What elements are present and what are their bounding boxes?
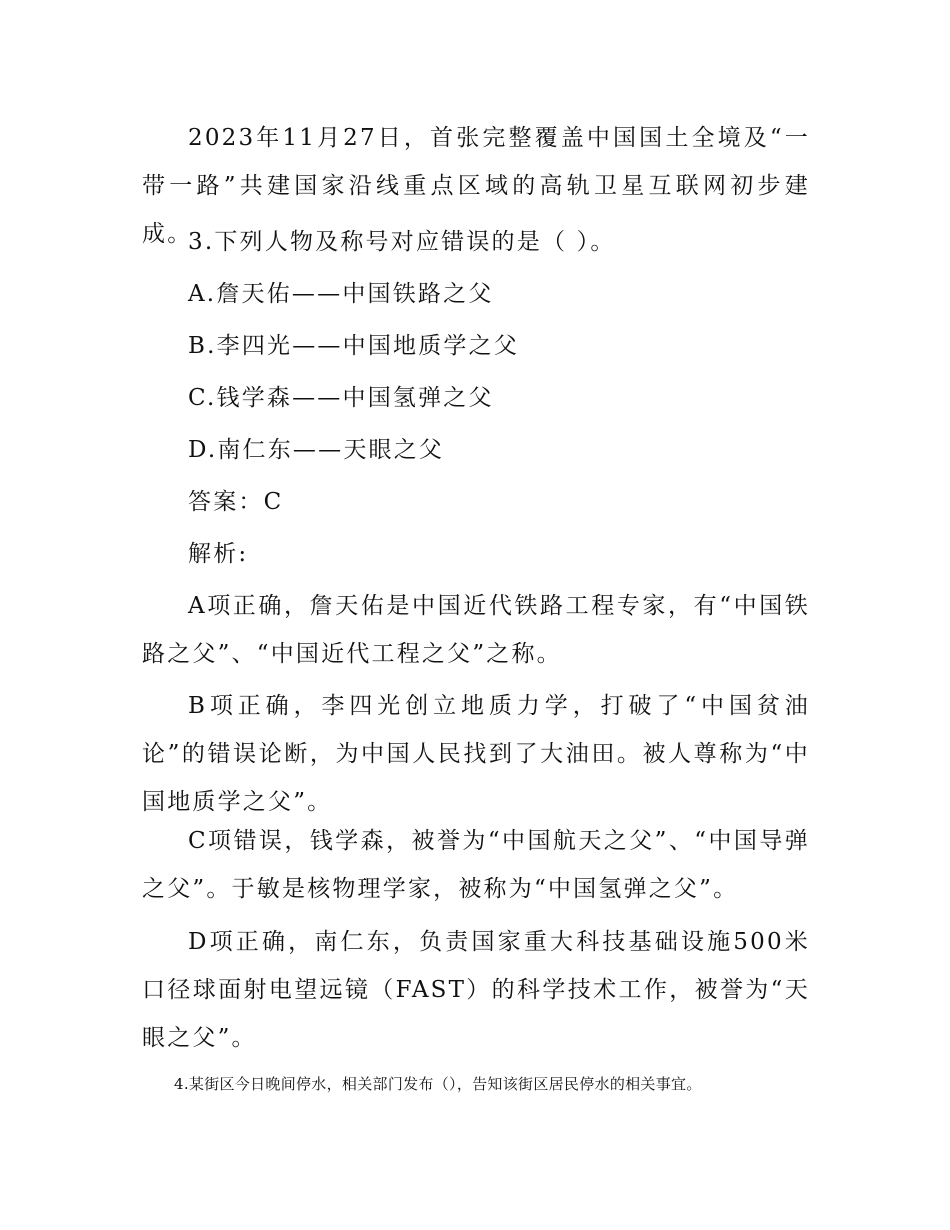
question-3-option-a: A.詹天佑——中国铁路之父	[188, 281, 494, 307]
explanation-label: 解析:	[188, 541, 249, 567]
question-3-stem: 3.下列人物及称号对应错误的是（ ）。	[188, 229, 616, 255]
question-3-option-c: C.钱学森——中国氢弹之父	[188, 385, 494, 411]
question-3-option-b: B.李四光——中国地质学之父	[188, 333, 520, 359]
explanation-a: A项正确，詹天佑是中国近代铁路工程专家，有“中国铁路之父”、“中国近代工程之父”之称。	[142, 593, 810, 667]
question-4-stem: 4.某街区今日晚间停水，相关部门发布（），告知该街区居民停水的相关事宜。	[174, 1075, 702, 1093]
question-3-answer: 答案：C	[188, 489, 284, 515]
explanation-c: C项错误，钱学森，被誉为“中国航天之父”、“中国导弹之父”。于敏是核物理学家，被称为“中国氢弹之父”。	[142, 828, 810, 902]
intro-paragraph: 2023年11月27日，首张完整覆盖中国国土全境及“一带一路”共建国家沿线重点区域的高轨卫星互联网初步建成。	[142, 125, 810, 247]
explanation-b: B项正确，李四光创立地质力学，打破了“中国贫油论”的错误论断，为中国人民找到了大油田。被人尊称为“中国地质学之父”。	[142, 693, 810, 815]
question-3-option-d: D.南仁东——天眼之父	[188, 437, 445, 463]
explanation-d: D项正确，南仁东，负责国家重大科技基础设施500米口径球面射电望远镜（FAST）的科学技术工作，被誉为“天眼之父”。	[142, 929, 810, 1051]
